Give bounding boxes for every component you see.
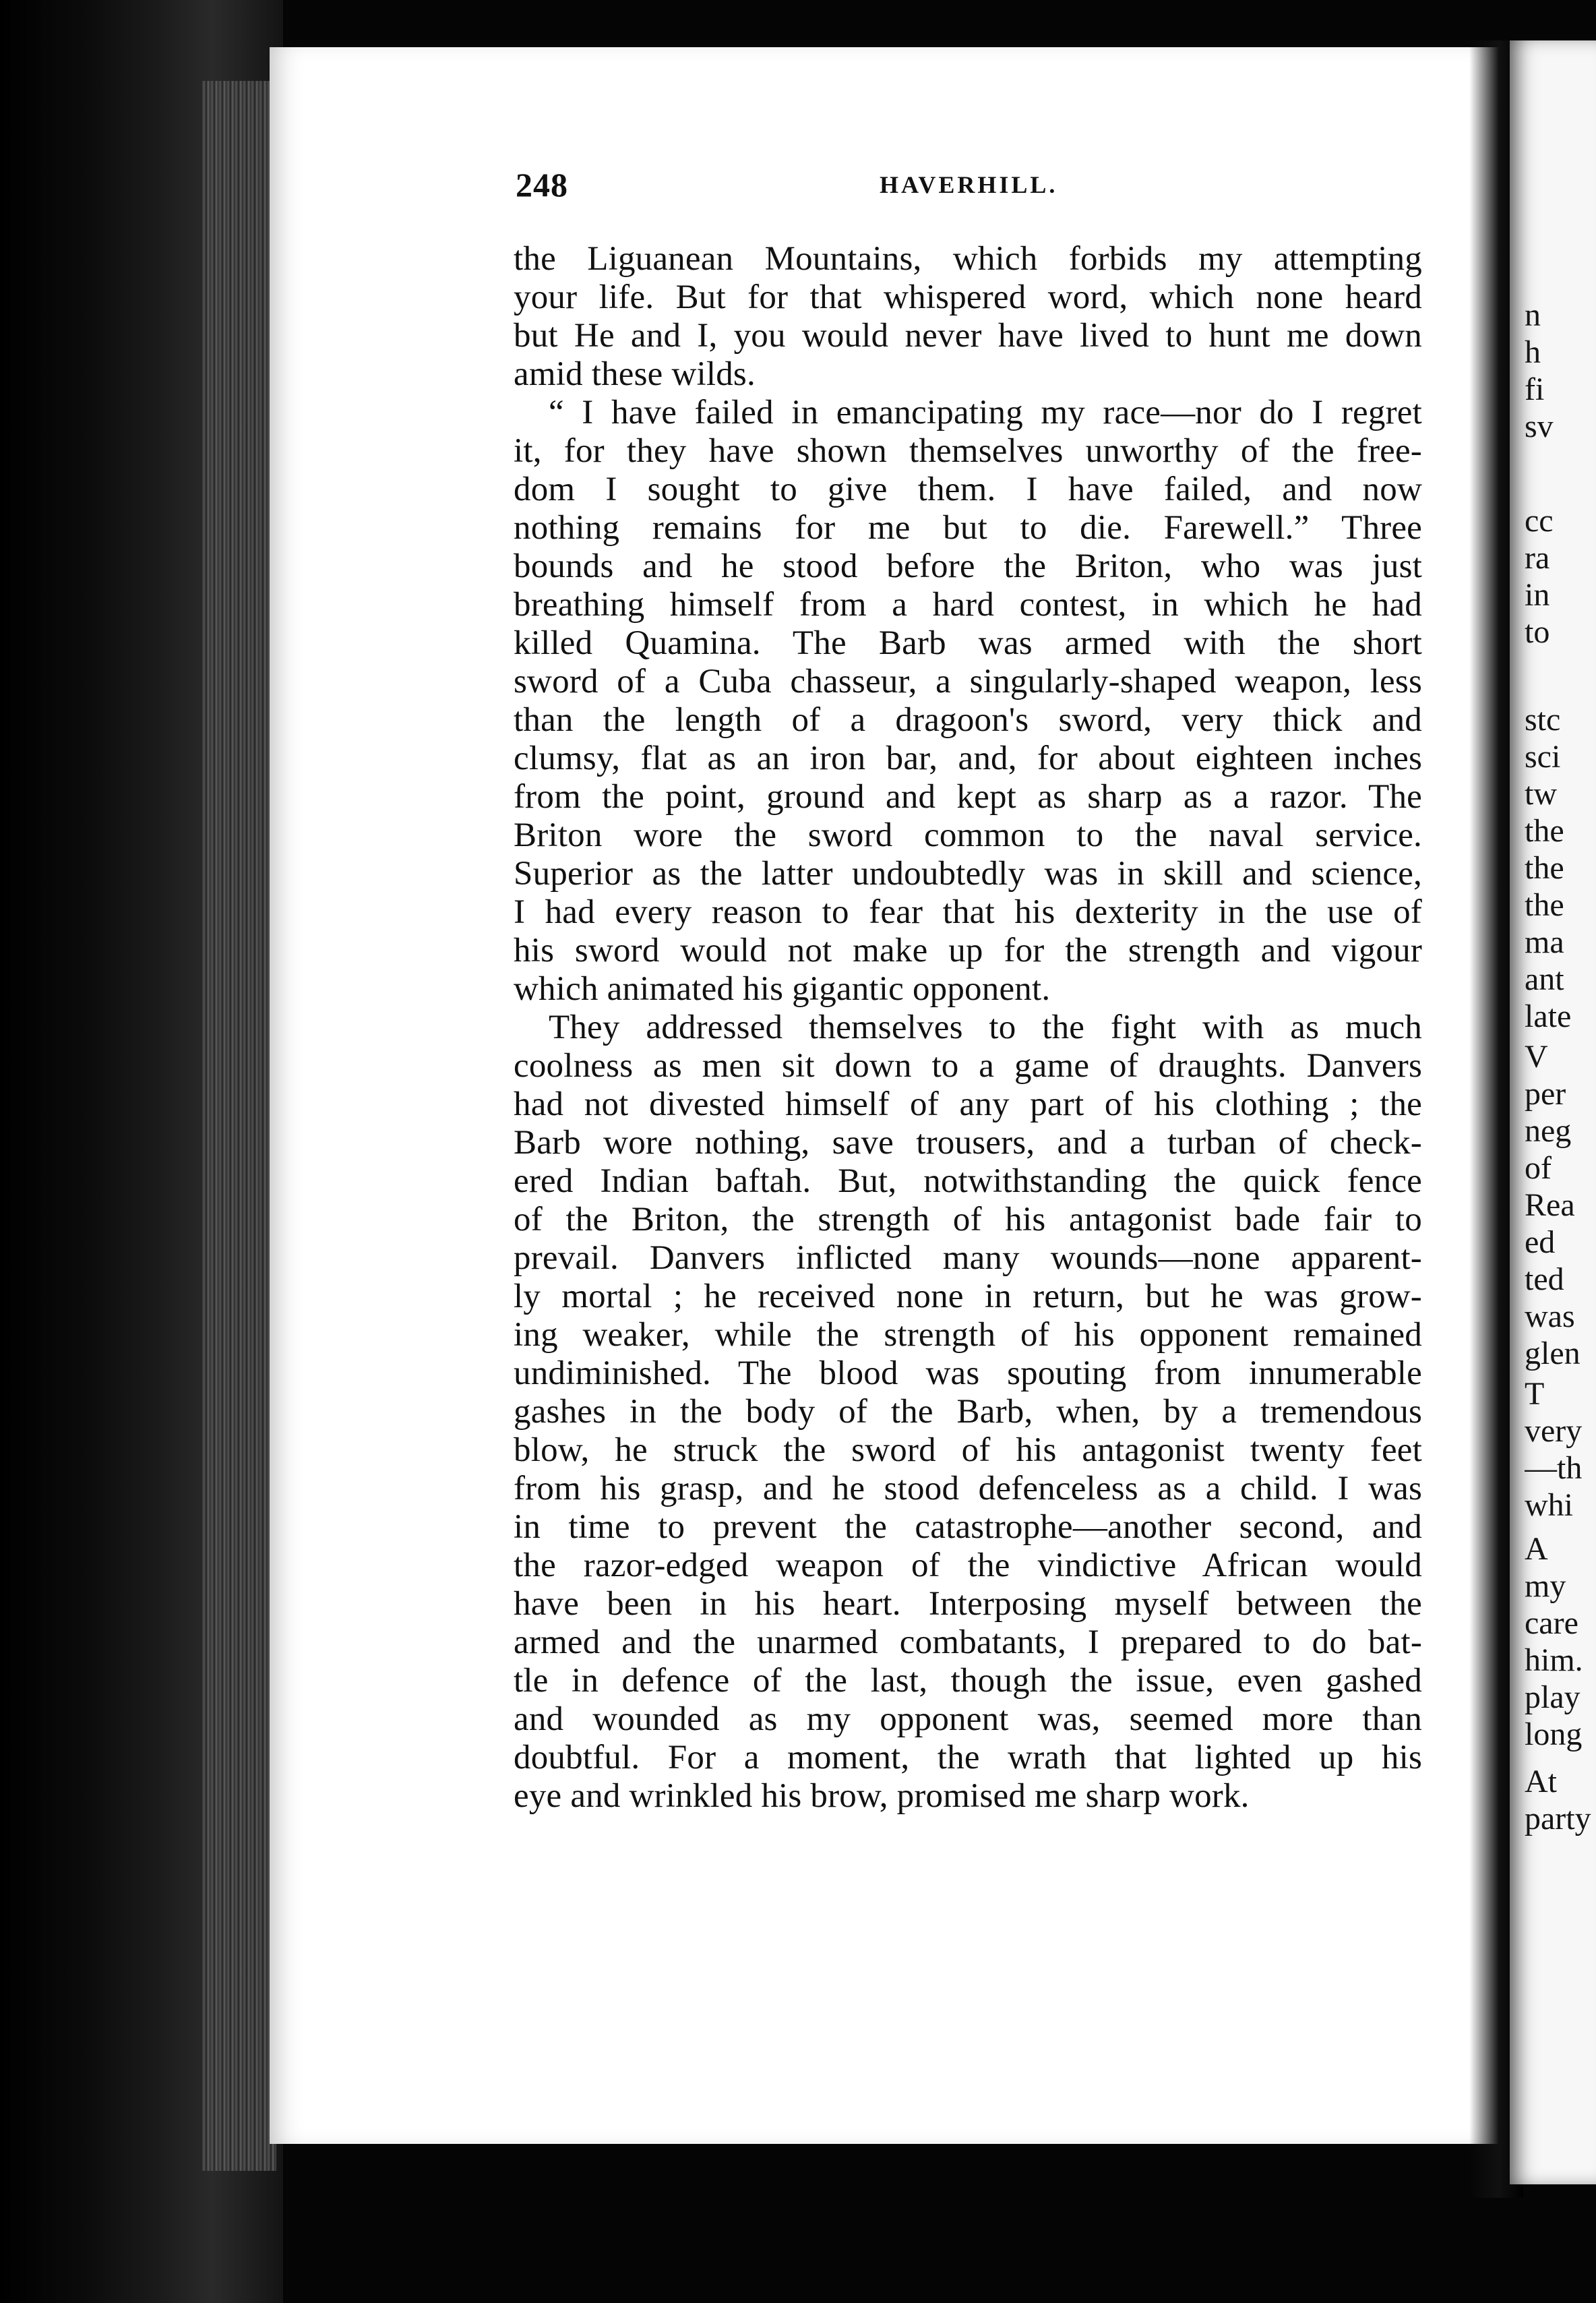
facing-page-fragment: ed	[1525, 1224, 1556, 1260]
facing-page-fragment: ma	[1525, 924, 1564, 960]
facing-page-fragment: n	[1525, 297, 1541, 333]
facing-page-fragment: in	[1525, 577, 1550, 613]
text-line: Briton wore the sword common to the naval service.	[514, 816, 1422, 854]
facing-page-fragment: h	[1525, 334, 1541, 370]
text-line: prevail. Danvers inflicted many wounds—none apparent-	[514, 1239, 1422, 1277]
facing-page-fragment: party	[1525, 1801, 1591, 1836]
text-line: your life. But for that whispered word, which none heard	[514, 278, 1422, 316]
facing-page-fragment: —th	[1525, 1450, 1583, 1486]
text-line: killed Quamina. The Barb was armed with the short	[514, 624, 1422, 662]
text-line: from the point, ground and kept as sharp as a razor. The	[514, 778, 1422, 816]
text-line: ered Indian baftah. But, notwithstanding the quick fence	[514, 1162, 1422, 1200]
text-line: nothing remains for me but to die. Farewell.” Three	[514, 509, 1422, 547]
running-title: HAVERHILL.	[880, 171, 1058, 198]
text-line: They addressed themselves to the fight with as much	[549, 1009, 1422, 1046]
facing-page-fragment: neg	[1525, 1113, 1572, 1149]
text-line: ly mortal ; he received none in return, but he was grow-	[514, 1278, 1422, 1315]
facing-page-fragment: the	[1525, 887, 1564, 923]
facing-page-fragment: Rea	[1525, 1187, 1575, 1223]
facing-page-fragment: long	[1525, 1716, 1583, 1752]
facing-page-fragment: glen	[1525, 1336, 1580, 1371]
text-line: breathing himself from a hard contest, in which he had	[514, 586, 1422, 624]
facing-page-fragment: tw	[1525, 776, 1557, 812]
text-line: the razor-edged weapon of the vindictive African would	[514, 1547, 1422, 1584]
facing-page-fragment: stc	[1525, 702, 1561, 738]
facing-page-fragment: per	[1525, 1076, 1566, 1112]
text-line: in time to prevent the catastrophe—another second, and	[514, 1508, 1422, 1546]
facing-page-fragment: ra	[1525, 540, 1550, 576]
page-edges	[202, 81, 276, 2171]
facing-page-fragment: late	[1525, 998, 1572, 1034]
facing-page-fragment: A	[1525, 1531, 1548, 1567]
facing-page-fragment: the	[1525, 850, 1564, 886]
text-line: doubtful. For a moment, the wrath that lighted up his	[514, 1739, 1422, 1776]
text-line: tle in defence of the last, though the issue, even gashed	[514, 1662, 1422, 1700]
facing-page-fragment: play	[1525, 1679, 1580, 1715]
text-line: eye and wrinkled his brow, promised me sharp work.	[514, 1777, 1250, 1815]
facing-page-fragment: ted	[1525, 1261, 1564, 1297]
text-line: had not divested himself of any part of his clothing ; the	[514, 1085, 1422, 1123]
facing-page-fragment: At	[1525, 1764, 1557, 1799]
body-text	[514, 240, 1422, 1816]
text-line: blow, he struck the sword of his antagonist twenty feet	[514, 1431, 1422, 1469]
text-line: and wounded as my opponent was, seemed more than	[514, 1700, 1422, 1738]
facing-page-fragment: was	[1525, 1298, 1575, 1334]
text-line: bounds and he stood before the Briton, who was just	[514, 547, 1422, 585]
text-line: undiminished. The blood was spouting from innumerable	[514, 1354, 1422, 1392]
text-line: clumsy, flat as an iron bar, and, for about eighteen inches	[514, 740, 1422, 777]
facing-page-fragment: care	[1525, 1605, 1578, 1641]
text-line: gashes in the body of the Barb, when, by a tremendous	[514, 1393, 1422, 1431]
text-line: Barb wore nothing, save trousers, and a turban of check-	[514, 1124, 1422, 1162]
facing-page-fragment: him.	[1525, 1642, 1583, 1678]
facing-page-fragment: sv	[1525, 409, 1554, 444]
text-line: his sword would not make up for the strength and vigour	[514, 932, 1422, 969]
facing-page-fragment: sci	[1525, 739, 1561, 775]
text-line: armed and the unarmed combatants, I prepared to do bat-	[514, 1623, 1422, 1661]
text-line: from his grasp, and he stood defenceless as a child. I was	[514, 1470, 1422, 1507]
facing-page-fragment: whi	[1525, 1487, 1573, 1523]
text-line: dom I sought to give them. I have failed, and now	[514, 471, 1422, 508]
text-line: of the Briton, the strength of his antagonist bade fair to	[514, 1201, 1422, 1238]
facing-page-fragment: cc	[1525, 503, 1554, 539]
page-number: 248	[516, 166, 568, 204]
text-line: Superior as the latter undoubtedly was in skill and science,	[514, 855, 1422, 893]
text-line: sword of a Cuba chasseur, a singularly-shaped weapon, less	[514, 663, 1422, 700]
facing-page-fragment: my	[1525, 1568, 1566, 1604]
facing-page-fragment: of	[1525, 1150, 1552, 1186]
text-line: but He and I, you would never have lived to hunt me down	[514, 317, 1422, 355]
facing-page-fragment: ant	[1525, 961, 1564, 997]
text-line: have been in his heart. Interposing myself between the	[514, 1585, 1422, 1623]
text-line: I had every reason to fear that his dexterity in the use of	[514, 893, 1422, 931]
text-line: coolness as men sit down to a game of draughts. Danvers	[514, 1047, 1422, 1085]
facing-page-fragment: fi	[1525, 371, 1545, 407]
facing-page-fragment: the	[1525, 813, 1564, 849]
text-line: amid these wilds.	[514, 355, 756, 393]
facing-page-fragment: V	[1525, 1039, 1548, 1075]
facing-page-fragment: to	[1525, 614, 1550, 650]
text-line: the Liguanean Mountains, which forbids my attempting	[514, 240, 1422, 278]
facing-page-fragment: very	[1525, 1413, 1583, 1449]
text-line: “ I have failed in emancipating my race—nor do I regret	[549, 394, 1422, 431]
facing-page-fragment: T	[1525, 1376, 1545, 1412]
text-line: ing weaker, while the strength of his opponent remained	[514, 1316, 1422, 1354]
text-line: than the length of a dragoon's sword, very thick and	[514, 701, 1422, 739]
page-header	[516, 165, 1422, 206]
text-line: which animated his gigantic opponent.	[514, 970, 1051, 1008]
text-line: it, for they have shown themselves unworthy of the free-	[514, 432, 1422, 470]
